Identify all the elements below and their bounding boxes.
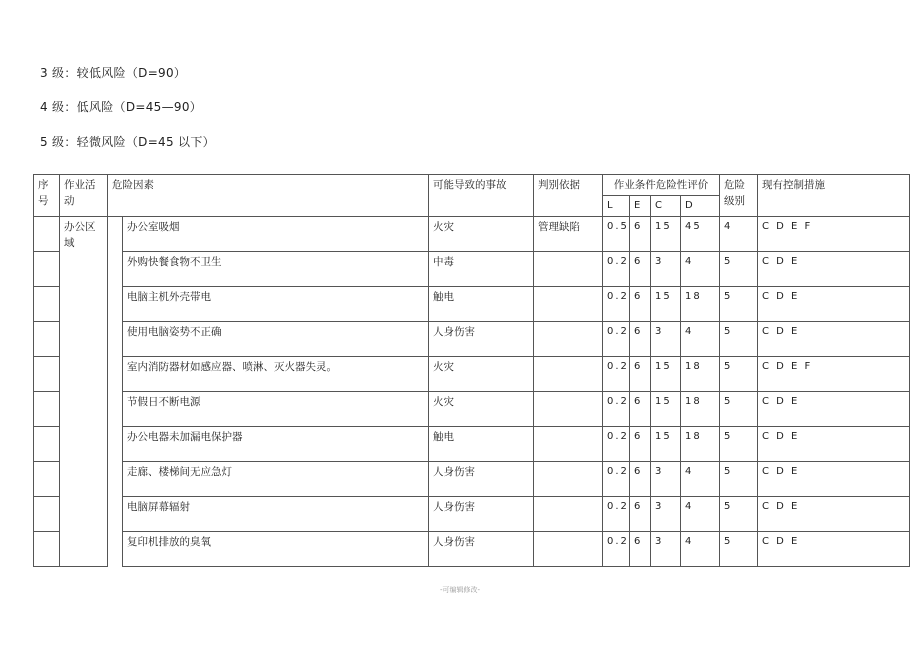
cell-control: C D E xyxy=(758,497,910,532)
cell-d: 4 xyxy=(681,462,720,497)
risk-assessment-table xyxy=(33,174,910,567)
row-seq-cell xyxy=(34,427,60,462)
cell-accident: 人身伤害 xyxy=(429,497,534,532)
cell-control: C D E F xyxy=(758,357,910,392)
cell-level: 5 xyxy=(720,287,758,322)
cell-l: 0.2 xyxy=(603,392,630,427)
risk-level-4: 4 级：低风险（D=45—90） xyxy=(40,100,203,114)
cell-level: 5 xyxy=(720,392,758,427)
table-row xyxy=(34,497,910,532)
cell-basis: 管理缺陷 xyxy=(534,217,603,252)
cell-e: 6 xyxy=(630,497,651,532)
cell-d: 4 xyxy=(681,532,720,567)
spacer-cell xyxy=(108,217,123,252)
spacer-cell xyxy=(108,357,123,392)
cell-c: 3 xyxy=(651,462,681,497)
cell-c: 3 xyxy=(651,322,681,357)
activity-cell: 办公区域 xyxy=(60,217,108,567)
cell-hazard: 室内消防器材如感应器、喷淋、灭火器失灵。 xyxy=(123,357,429,392)
cell-basis xyxy=(534,497,603,532)
header-level: 危险级别 xyxy=(720,175,758,217)
cell-hazard: 外购快餐食物不卫生 xyxy=(123,252,429,287)
cell-d: 4 xyxy=(681,322,720,357)
cell-hazard: 走廊、楼梯间无应急灯 xyxy=(123,462,429,497)
cell-accident: 火灾 xyxy=(429,392,534,427)
table-row xyxy=(34,357,910,392)
spacer-cell xyxy=(108,462,123,497)
cell-c: 15 xyxy=(651,427,681,462)
row-seq-cell xyxy=(34,287,60,322)
spacer-cell xyxy=(108,322,123,357)
header-activity: 作业活动 xyxy=(60,175,108,217)
cell-e: 6 xyxy=(630,217,651,252)
cell-accident: 触电 xyxy=(429,427,534,462)
header-seq: 序号 xyxy=(34,175,60,217)
cell-e: 6 xyxy=(630,287,651,322)
cell-c: 15 xyxy=(651,392,681,427)
header-e: E xyxy=(630,196,651,217)
cell-l: 0.5 xyxy=(603,217,630,252)
cell-c: 15 xyxy=(651,217,681,252)
cell-basis xyxy=(534,427,603,462)
cell-accident: 人身伤害 xyxy=(429,532,534,567)
row-seq-cell xyxy=(34,322,60,357)
cell-basis xyxy=(534,357,603,392)
cell-level: 5 xyxy=(720,322,758,357)
row-seq-cell xyxy=(34,532,60,567)
cell-e: 6 xyxy=(630,532,651,567)
cell-level: 5 xyxy=(720,497,758,532)
cell-d: 18 xyxy=(681,357,720,392)
cell-hazard: 办公电器未加漏电保护器 xyxy=(123,427,429,462)
cell-control: C D E xyxy=(758,532,910,567)
table-row xyxy=(34,287,910,322)
cell-d: 18 xyxy=(681,427,720,462)
cell-c: 3 xyxy=(651,497,681,532)
cell-control: C D E xyxy=(758,462,910,497)
row-seq-cell xyxy=(34,217,60,252)
cell-c: 15 xyxy=(651,357,681,392)
spacer-cell xyxy=(108,532,123,567)
cell-level: 5 xyxy=(720,357,758,392)
cell-l: 0.2 xyxy=(603,462,630,497)
cell-hazard: 办公室吸烟 xyxy=(123,217,429,252)
header-eval: 作业条件危险性评价 xyxy=(603,175,720,196)
cell-l: 0.2 xyxy=(603,322,630,357)
cell-d: 18 xyxy=(681,392,720,427)
cell-accident: 人身伤害 xyxy=(429,322,534,357)
spacer-cell xyxy=(108,427,123,462)
cell-control: C D E F xyxy=(758,217,910,252)
cell-level: 5 xyxy=(720,462,758,497)
cell-e: 6 xyxy=(630,462,651,497)
table-row xyxy=(34,532,910,567)
cell-accident: 火灾 xyxy=(429,217,534,252)
cell-d: 18 xyxy=(681,287,720,322)
row-seq-cell xyxy=(34,252,60,287)
risk-level-3: 3 级：较低风险（D=90） xyxy=(40,66,187,80)
table-body xyxy=(34,217,910,567)
table-row xyxy=(34,217,910,252)
cell-basis xyxy=(534,462,603,497)
table-row xyxy=(34,427,910,462)
cell-control: C D E xyxy=(758,287,910,322)
cell-basis xyxy=(534,252,603,287)
header-control: 现有控制措施 xyxy=(758,175,910,217)
cell-hazard: 复印机排放的臭氧 xyxy=(123,532,429,567)
header-hazard: 危险因素 xyxy=(108,175,429,217)
cell-e: 6 xyxy=(630,427,651,462)
cell-basis xyxy=(534,532,603,567)
cell-l: 0.2 xyxy=(603,357,630,392)
header-d: D xyxy=(681,196,720,217)
table-row xyxy=(34,322,910,357)
row-seq-cell xyxy=(34,462,60,497)
cell-l: 0.2 xyxy=(603,287,630,322)
cell-level: 5 xyxy=(720,252,758,287)
cell-l: 0.2 xyxy=(603,252,630,287)
cell-d: 4 xyxy=(681,252,720,287)
cell-hazard: 使用电脑姿势不正确 xyxy=(123,322,429,357)
cell-accident: 中毒 xyxy=(429,252,534,287)
page-footer: -可编辑修改- xyxy=(439,586,481,594)
header-basis: 判别依据 xyxy=(534,175,603,217)
cell-c: 3 xyxy=(651,532,681,567)
cell-l: 0.2 xyxy=(603,532,630,567)
cell-control: C D E xyxy=(758,322,910,357)
cell-level: 5 xyxy=(720,532,758,567)
spacer-cell xyxy=(108,392,123,427)
cell-accident: 人身伤害 xyxy=(429,462,534,497)
spacer-cell xyxy=(108,252,123,287)
cell-c: 3 xyxy=(651,252,681,287)
cell-basis xyxy=(534,392,603,427)
row-seq-cell xyxy=(34,392,60,427)
row-seq-cell xyxy=(34,497,60,532)
cell-level: 4 xyxy=(720,217,758,252)
header-l: L xyxy=(603,196,630,217)
spacer-cell xyxy=(108,497,123,532)
cell-hazard: 电脑主机外壳带电 xyxy=(123,287,429,322)
cell-e: 6 xyxy=(630,392,651,427)
table-row xyxy=(34,462,910,497)
cell-accident: 火灾 xyxy=(429,357,534,392)
header-c: C xyxy=(651,196,681,217)
cell-d: 45 xyxy=(681,217,720,252)
table-row xyxy=(34,252,910,287)
row-seq-cell xyxy=(34,357,60,392)
risk-level-5: 5 级：轻微风险（D=45 以下） xyxy=(40,135,215,149)
cell-basis xyxy=(534,322,603,357)
cell-e: 6 xyxy=(630,357,651,392)
cell-l: 0.2 xyxy=(603,497,630,532)
cell-control: C D E xyxy=(758,252,910,287)
cell-hazard: 电脑屏幕辐射 xyxy=(123,497,429,532)
header-accident: 可能导致的事故 xyxy=(429,175,534,217)
cell-basis xyxy=(534,287,603,322)
cell-control: C D E xyxy=(758,392,910,427)
cell-d: 4 xyxy=(681,497,720,532)
spacer-cell xyxy=(108,287,123,322)
cell-level: 5 xyxy=(720,427,758,462)
cell-control: C D E xyxy=(758,427,910,462)
cell-e: 6 xyxy=(630,322,651,357)
table-row xyxy=(34,392,910,427)
cell-accident: 触电 xyxy=(429,287,534,322)
cell-e: 6 xyxy=(630,252,651,287)
cell-l: 0.2 xyxy=(603,427,630,462)
cell-hazard: 节假日不断电源 xyxy=(123,392,429,427)
cell-c: 15 xyxy=(651,287,681,322)
